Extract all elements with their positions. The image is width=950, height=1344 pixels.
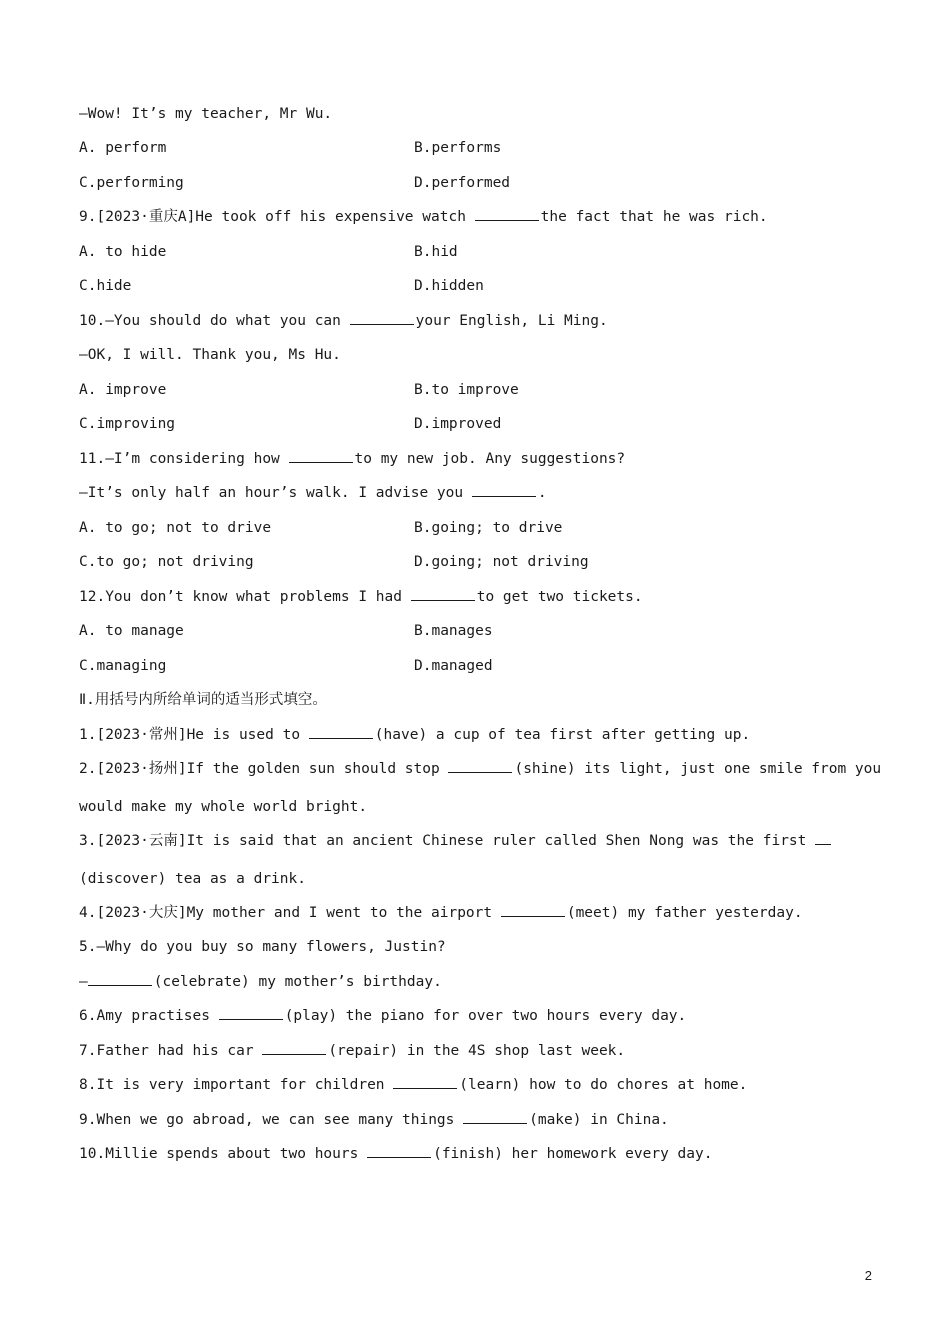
fill-2-post: (shine) its light, just one smile from you <box>514 761 882 777</box>
q11-stem-post: to my new job. Any suggestions? <box>354 451 626 467</box>
fill-5-pre: — <box>79 974 88 990</box>
answer-blank[interactable] <box>88 972 152 986</box>
answer-blank[interactable] <box>350 311 414 325</box>
fill-3 <box>79 831 833 851</box>
q11-reply <box>79 483 547 503</box>
fill-9-post: (make) in China. <box>529 1112 669 1128</box>
fill-4-post: (meet) my father yesterday. <box>566 905 803 921</box>
q10-stem-pre: 10.—You should do what you can <box>79 313 350 329</box>
answer-blank[interactable] <box>815 831 831 845</box>
q12-option-b: B.manages <box>414 623 493 639</box>
fill-1-post: (have) a cup of tea first after getting up. <box>374 727 751 743</box>
q8-option-c: C.performing <box>79 175 184 191</box>
answer-blank[interactable] <box>448 759 512 773</box>
q11-stem <box>79 449 625 469</box>
q11-reply-post: . <box>537 485 547 501</box>
q9-option-c: C.hide <box>79 278 132 294</box>
fill-5 <box>79 972 442 992</box>
fill-4 <box>79 903 803 923</box>
q8-option-d: D.performed <box>414 175 511 191</box>
q10-reply: —OK, I will. Thank you, Ms Hu. <box>79 347 341 363</box>
fill-7 <box>79 1041 625 1061</box>
fill-6-post: (play) the piano for over two hours every day. <box>284 1008 687 1024</box>
q11-stem-pre: 11.—I’m considering how <box>79 451 289 467</box>
q9-stem-post: the fact that he was rich. <box>540 209 768 225</box>
q10-option-a: A. improve <box>79 382 167 398</box>
q9-option-b: B.hid <box>414 244 458 260</box>
fill-2-pre: 2.[2023·扬州]If the golden sun should stop <box>79 761 449 777</box>
answer-blank[interactable] <box>309 725 373 739</box>
q11-reply-pre: —It’s only half an hour’s walk. I advise you <box>79 485 472 501</box>
answer-blank[interactable] <box>219 1006 283 1020</box>
q8-option-a: A. perform <box>79 140 167 156</box>
q12-stem-pre: 12.You don’t know what problems I had <box>79 589 411 605</box>
fill-5-post: (celebrate) my mother’s birthday. <box>153 974 442 990</box>
q8-option-b: B.performs <box>414 140 502 156</box>
fill-4-pre: 4.[2023·大庆]My mother and I went to the airport <box>79 905 501 921</box>
answer-blank[interactable] <box>393 1075 457 1089</box>
fill-5-question: 5.—Why do you buy so many flowers, Justin? <box>79 939 446 955</box>
fill-3-pre: 3.[2023·云南]It is said that an ancient Chinese ruler called Shen Nong was the first <box>79 833 816 849</box>
answer-blank[interactable] <box>262 1041 326 1055</box>
fill-2 <box>79 759 881 779</box>
q12-option-c: C.managing <box>79 658 167 674</box>
q9-stem-pre: 9.[2023·重庆A]He took off his expensive watch <box>79 209 475 225</box>
q10-stem-post: your English, Li Ming. <box>415 313 608 329</box>
q10-option-d: D.improved <box>414 416 502 432</box>
fill-2-continuation: would make my whole world bright. <box>79 799 368 815</box>
q9-stem <box>79 207 768 227</box>
q11-option-d: D.going; not driving <box>414 554 589 570</box>
page-number: 2 <box>864 1268 872 1283</box>
answer-blank[interactable] <box>463 1110 527 1124</box>
fill-9-pre: 9.When we go abroad, we can see many things <box>79 1112 464 1128</box>
q11-option-a: A. to go; not to drive <box>79 520 272 536</box>
fill-10-post: (finish) her homework every day. <box>433 1146 713 1162</box>
fill-8 <box>79 1075 747 1095</box>
fill-3-continuation: (discover) tea as a drink. <box>79 871 306 887</box>
q12-option-a: A. to manage <box>79 623 184 639</box>
answer-blank[interactable] <box>475 207 539 221</box>
answer-blank[interactable] <box>411 587 475 601</box>
q12-option-d: D.managed <box>414 658 493 674</box>
fill-10 <box>79 1144 712 1164</box>
q11-option-c: C.to go; not driving <box>79 554 254 570</box>
q10-stem <box>79 311 608 331</box>
q9-option-a: A. to hide <box>79 244 167 260</box>
fill-1 <box>79 725 750 745</box>
answer-blank[interactable] <box>501 903 565 917</box>
fill-9 <box>79 1110 669 1130</box>
fill-1-pre: 1.[2023·常州]He is used to <box>79 727 309 743</box>
answer-blank[interactable] <box>289 449 353 463</box>
q10-option-b: B.to improve <box>414 382 519 398</box>
fill-7-pre: 7.Father had his car <box>79 1043 263 1059</box>
fill-8-post: (learn) how to do chores at home. <box>459 1077 748 1093</box>
fill-6 <box>79 1006 686 1026</box>
fill-6-pre: 6.Amy practises <box>79 1008 219 1024</box>
answer-blank[interactable] <box>472 483 536 497</box>
q12-stem <box>79 587 643 607</box>
fill-10-pre: 10.Millie spends about two hours <box>79 1146 368 1162</box>
q8-reply: —Wow! It’s my teacher, Mr Wu. <box>79 106 333 122</box>
q11-option-b: B.going; to drive <box>414 520 563 536</box>
q10-option-c: C.improving <box>79 416 176 432</box>
section-heading: Ⅱ.用括号内所给单词的适当形式填空。 <box>79 692 327 708</box>
q12-stem-post: to get two tickets. <box>476 589 643 605</box>
fill-8-pre: 8.It is very important for children <box>79 1077 394 1093</box>
fill-7-post: (repair) in the 4S shop last week. <box>328 1043 626 1059</box>
q9-option-d: D.hidden <box>414 278 484 294</box>
answer-blank[interactable] <box>367 1144 431 1158</box>
